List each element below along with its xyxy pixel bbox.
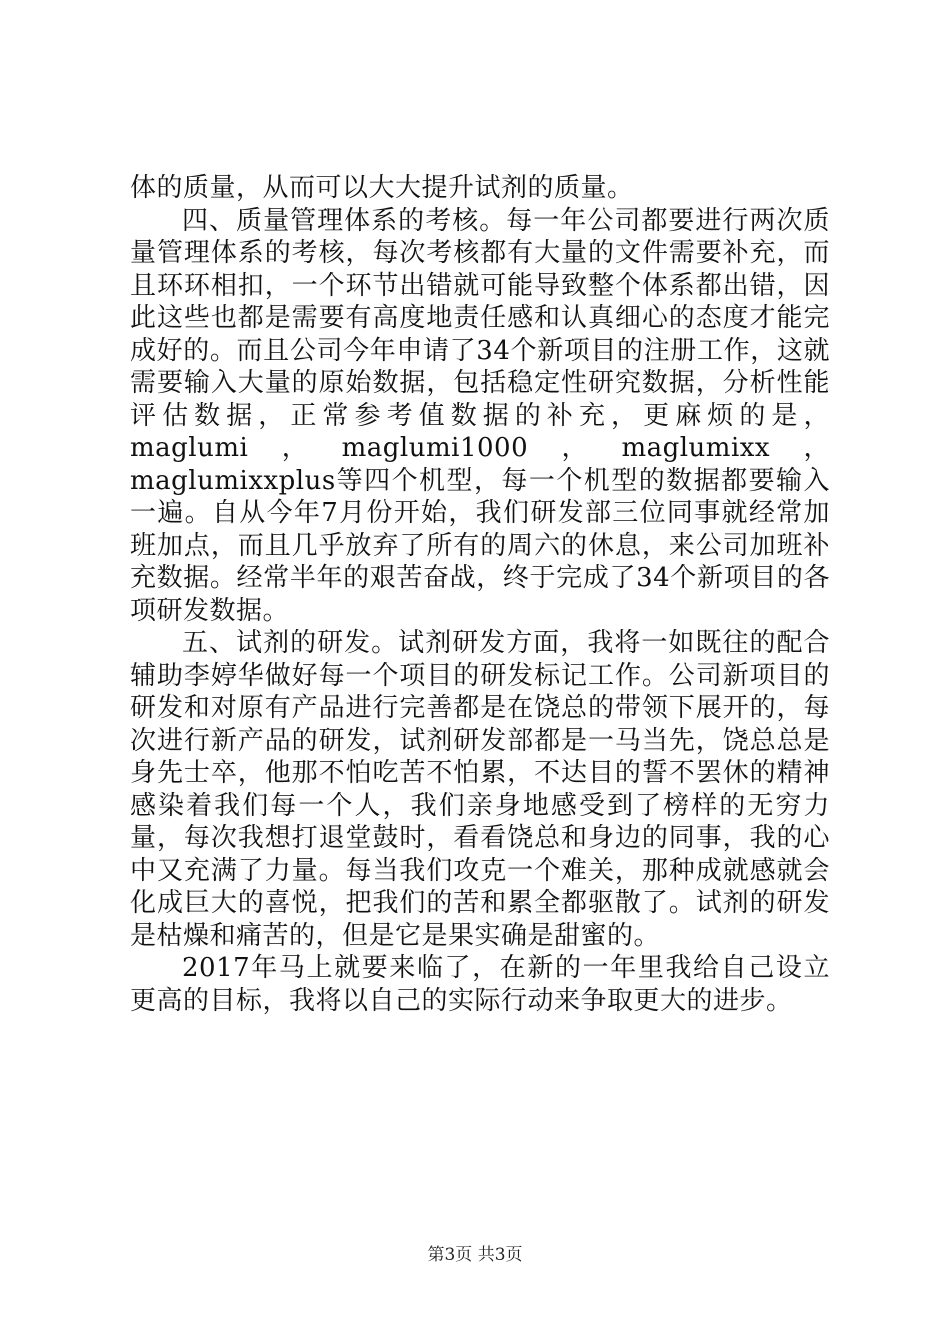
paragraph-3: 五、试剂的研发。试剂研发方面，我将一如既往的配合辅助李婷华做好每一个项目的研发标记工作。公司新项目的研发和对原有产品进行完善都是在饶总的带领下展开的，每次进行新产品的研发，试剂研发部都是一马当先，饶总总是身先士卒，他那不怕吃苦不怕累，不达目的誓不罢休的精神感染着我们每一个人，我们亲身地感受到了榜样的无穷力量，每次我想打退堂鼓时，看看饶总和身边的同事，我的心中又充满了力量。每当我们攻克一个难关，那种成就感就会化成巨大的喜悦，把我们的苦和累全都驱散了。试剂的研发是枯燥和痛苦的，但是它是果实确是甜蜜的。 [130, 628, 830, 951]
page-number: 第3页 共3页 [427, 1245, 523, 1265]
paragraph-1: 体的质量，从而可以大大提升试剂的质量。 [130, 173, 634, 203]
document-body [130, 172, 830, 1017]
paragraph-2: 四、质量管理体系的考核。每一年公司都要进行两次质量管理体系的考核，每次考核都有大量的文件需要补充，而且环环相扣，一个环节出错就可能导致整个体系都出错，因此这些也都是需要有高度地责任感和认真细心的态度才能完成好的。而且公司今年申请了34个新项目的注册工作，这就需要输入大量的原始数据，包括稳定性研究数据，分析性能评估数据，正常参考值数据的补充，更麻烦的是，maglumi，maglumi1000，maglumixx，maglumixxplus等四个机型，每一个机型的数据都要输入一遍。自从今年7月份开始，我们研发部三位同事就经常加班加点，而且几乎放弃了所有的周六的休息，来公司加班补充数据。经常半年的艰苦奋战，终于完成了34个新项目的各项研发数据。 [130, 205, 830, 626]
page-footer [0, 1244, 950, 1266]
paragraph-4: 2017年马上就要来临了，在新的一年里我给自己设立更高的目标，我将以自己的实际行动来争取更大的进步。 [130, 953, 830, 1016]
